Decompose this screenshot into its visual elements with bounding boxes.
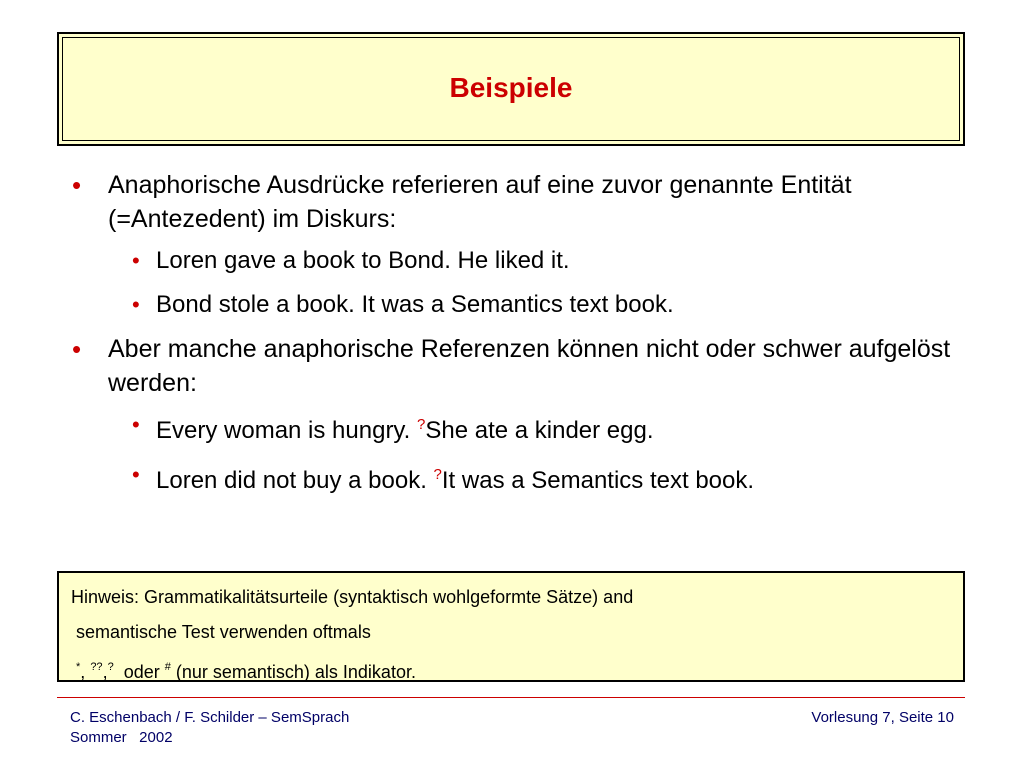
note-separator: , [80,662,91,682]
bullet-icon: • [72,334,82,364]
note-separator: , [102,662,108,682]
note-box [57,571,965,682]
symbol-double-question: ?? [90,661,103,673]
sub-bullet-item [70,244,970,278]
bullet-item-anaphora [70,168,970,236]
bullet-text: Anaphorische Ausdrücke referieren auf eine zuvor genannte Entität (=Antezedent) im Diskurs: [108,171,852,233]
sub-bullet-text: Every woman is hungry. [156,417,417,444]
sub-bullet-text: Loren did not buy a book. [156,467,434,494]
question-mark-marker: ? [433,466,442,483]
footer-authors [70,708,349,748]
note-text: oder [113,662,165,682]
bullet-icon: • [132,292,140,317]
bullet-icon: • [72,170,82,200]
sub-bullet-text: Loren gave a book to Bond. He liked it. [156,247,570,274]
bullet-icon: • [132,248,140,273]
sub-bullet-item [70,288,970,322]
slide-title: Beispiele [449,72,573,103]
symbol-question: ? [107,661,114,673]
note-text: (nur semantisch) als Indikator. [170,662,416,682]
bullet-text: Aber manche anaphorische Referenzen können nicht oder schwer aufgelöst werden: [108,335,951,397]
sub-bullet-text: She ate a kinder egg. [425,417,654,444]
symbol-hash: # [164,661,171,673]
note-line-1: Hinweis: Grammatikalitätsurteile (syntaktisch wohlgeformte Sätze) and [71,587,634,607]
bullet-icon: • [132,412,140,437]
slide-content [70,168,970,508]
note-line-2: semantische Test verwenden oftmals [71,622,371,642]
footer-author-line: C. Eschenbach / F. Schilder – SemSprach [70,709,350,726]
footer-term-line: Sommer 2002 [70,729,173,746]
sub-bullet-text: It was a Semantics text book. [441,467,755,494]
footer-page-number: Vorlesung 7, Seite 10 [811,709,954,726]
bullet-item-unresolved [70,332,970,400]
sub-bullet-item [70,408,970,448]
title-box [57,32,965,146]
note-line-3 [71,650,963,690]
symbol-asterisk: * [76,661,81,673]
footer-divider [57,697,965,698]
question-mark-marker: ? [417,416,426,433]
sub-bullet-item [70,458,970,498]
bullet-icon: • [132,462,140,487]
sub-bullet-text: Bond stole a book. It was a Semantics text book. [156,291,674,318]
